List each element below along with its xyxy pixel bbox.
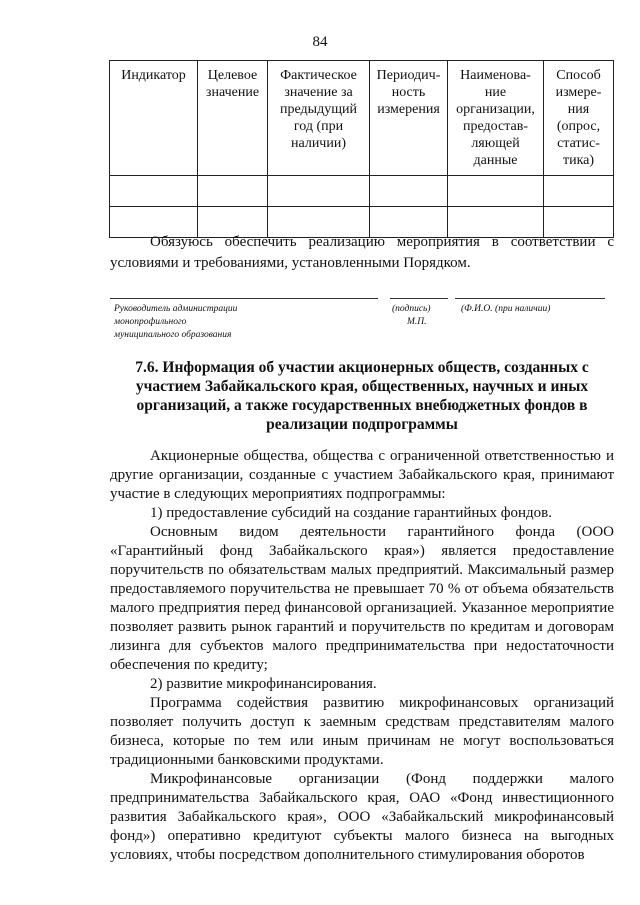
paragraph: Основным видом деятельности гарантийного фонда (ООО «Гарантийный фонд Забайкальского края») является предоставление поручительств по обязательствам малых предприятий. Максимальный размер предоставляемого поручительства не превышает 70 % от объема обязательств малого предприятия перед финансовой организацией. Указанное мероприятие позволяет развить рынок гарантий и поручительств по кредитам и договорам лизинга для субъектов малого предпринимательства при недостаточности обеспечения по кредиту; xyxy=(110,524,614,673)
paragraph: 2) развитие микрофинансирования. xyxy=(150,676,377,692)
signature-label: (подпись) xyxy=(392,304,431,314)
header-actual-value: Фактическое значение за предыдущий год (при наличии) xyxy=(268,61,370,176)
table-cell xyxy=(448,176,544,207)
commitment-text: Обязуюсь обеспечить реализацию мероприятия в соответствии с условиями и требованиями, установленными Порядком. xyxy=(110,234,614,271)
table-cell xyxy=(544,176,614,207)
table-cell xyxy=(268,176,370,207)
header-target-value: Целевое значение xyxy=(198,61,268,176)
official-title-line: муниципального образования xyxy=(114,330,232,340)
table-cell xyxy=(370,176,448,207)
paragraph: Акционерные общества, общества с ограниченной ответственностью и другие организации, созданные с участием Забайкальского края, принимают участие в следующих мероприятиях подпрограммы: xyxy=(110,448,614,502)
official-title-line: Руководитель администрации xyxy=(114,304,238,314)
header-indicator: Индикатор xyxy=(110,61,198,176)
official-title-line: монопрофильного xyxy=(114,317,187,327)
section-title: 7.6. Информация об участии акционерных обществ, созданных с участием Забайкальского края, общественных, научных и иных организаций, а также государственных внебюджетных фондов в реализации подпрограммы xyxy=(135,359,589,433)
header-periodicity: Периодич-ность измерения xyxy=(370,61,448,176)
paragraph: Программа содействия развитию микрофинансовых организаций позволяет получить доступ к заемным средствам представителям малого бизнеса, которые по тем или иным причинам не могут воспользоваться традиционными банковскими продуктами. xyxy=(110,695,614,768)
stamp-label: М.П. xyxy=(407,317,427,327)
body-text xyxy=(110,447,614,865)
paragraph: 1) предоставление субсидий на создание гарантийных фондов. xyxy=(150,505,552,521)
page-number: 84 xyxy=(312,34,328,50)
table-cell xyxy=(110,176,198,207)
signature-line xyxy=(390,298,448,299)
name-line xyxy=(455,298,605,299)
header-organization: Наименова-ние организации, предостав-ляющей данные xyxy=(448,61,544,176)
table-row xyxy=(110,176,614,207)
table-cell xyxy=(198,176,268,207)
table-header-row xyxy=(110,61,614,176)
name-label: (Ф.И.О. (при наличии) xyxy=(461,304,551,314)
official-title xyxy=(114,303,237,342)
indicators-table xyxy=(109,60,614,238)
paragraph: Микрофинансовые организации (Фонд поддержки малого предпринимательства Забайкальского края, ОАО «Фонд инвестиционного развития Забайкальского края», ООО «Забайкальский микрофинансовый фонд») оперативно кредитуют субъекты малого бизнеса на выгодных условиях, чтобы посредством дополнительного стимулирования оборотов xyxy=(110,771,614,863)
official-signature-line xyxy=(110,298,378,299)
header-method: Способ измере-ния (опрос, статис-тика) xyxy=(544,61,614,176)
